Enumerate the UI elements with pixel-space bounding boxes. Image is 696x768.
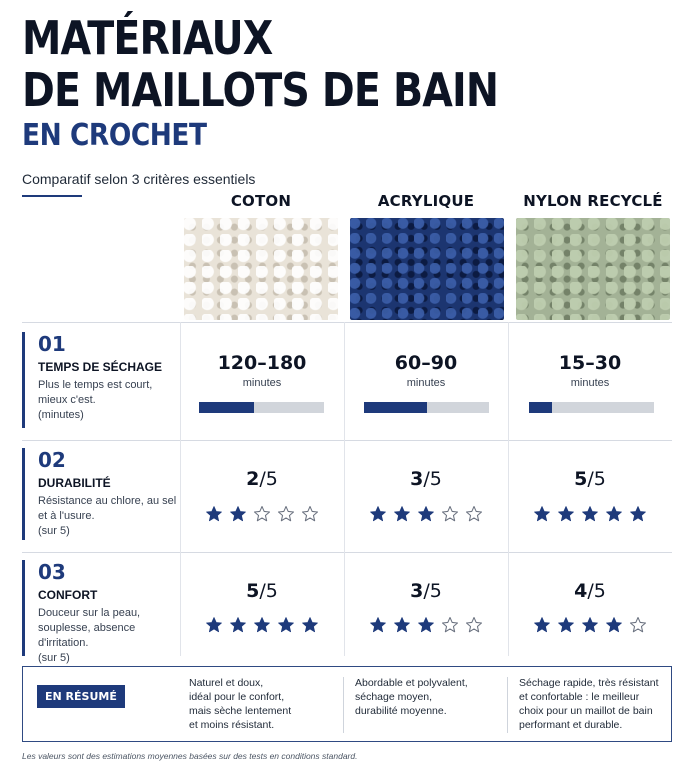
star-filled-icon [581,505,599,523]
star-filled-icon [581,616,599,634]
star-rating [346,616,506,639]
title-line-2: DE MAILLOTS DE BAIN [22,63,499,117]
star-filled-icon [205,505,223,523]
unit-label: minutes [570,377,610,389]
column-divider [344,322,345,656]
summary-line: et confortable : le meilleur [519,691,640,703]
criterion-desc-text: Plus le temps est court, mieux c'est. [38,379,153,406]
criterion-unit-note: (sur 5) [38,525,70,537]
star-filled-icon [629,505,647,523]
star-filled-icon [253,616,271,634]
score-max: /5 [587,580,606,602]
progress-fill [529,402,552,413]
star-outline-icon [277,505,295,523]
star-filled-icon [557,505,575,523]
star-filled-icon [605,616,623,634]
score-value: 3 [410,580,424,602]
criterion-number: 03 [38,560,66,584]
value-nylon-drying: 15–30 [558,352,622,374]
summary-line: choix pour un maillot de bain [519,705,653,717]
score-max: /5 [259,580,278,602]
score-value: 5 [574,468,588,490]
star-rating [182,505,342,528]
score-acrylique-durability [346,468,506,490]
progress-bar-nylon [529,402,654,413]
star-outline-icon [441,505,459,523]
summary-line: Abordable et polyvalent, [355,677,468,689]
criterion-name: CONFORT [38,588,98,602]
criterion-accent-bar [22,332,25,428]
criterion-description [38,606,178,666]
criterion-desc-text: Douceur sur la peau, souplesse, absence d'irritation. [38,607,141,649]
score-value: 4 [574,580,588,602]
criterion-unit-note: (sur 5) [38,652,70,664]
summary-line: durabilité moyenne. [355,705,447,717]
column-header-nylon: NYLON RECYCLÉ [523,192,663,210]
star-filled-icon [229,505,247,523]
star-rating [346,505,506,528]
score-value: 5 [246,580,260,602]
summary-nylon [519,676,671,732]
star-rating [510,505,670,528]
summary-line: et moins résistant. [189,719,275,731]
summary-box [22,666,672,742]
star-outline-icon [465,505,483,523]
criterion-drying-time [22,332,180,428]
star-outline-icon [629,616,647,634]
criterion-name: TEMPS DE SÉCHAGE [38,360,163,374]
criterion-unit-note: (minutes) [38,409,84,421]
criterion-name: DURABILITÉ [38,476,111,490]
page-title [22,12,576,116]
column-header-coton: COTON [230,192,292,210]
value-acrylique-drying: 60–90 [394,352,458,374]
star-filled-icon [417,616,435,634]
star-filled-icon [533,505,551,523]
summary-line: Séchage rapide, très résistant [519,677,659,689]
score-max: /5 [587,468,606,490]
score-coton-comfort [182,580,342,602]
criterion-comfort [22,560,180,664]
score-nylon-durability [510,468,670,490]
star-outline-icon [253,505,271,523]
row-divider [22,322,672,323]
summary-line: mais sèche lentement [189,705,292,717]
criterion-number: 02 [38,448,66,472]
criterion-description [38,378,178,423]
star-filled-icon [301,616,319,634]
column-header-acrylique: ACRYLIQUE [377,192,475,210]
intro-rule [22,195,82,197]
criterion-accent-bar [22,448,25,540]
unit-label: minutes [406,377,446,389]
intro-text: Comparatif selon 3 critères essentiels [22,171,256,187]
summary-coton [189,676,339,732]
progress-bar-acrylique [364,402,489,413]
star-filled-icon [369,616,387,634]
score-acrylique-comfort [346,580,506,602]
star-outline-icon [441,616,459,634]
criterion-accent-bar [22,560,25,656]
column-divider [180,322,181,656]
star-rating [510,616,670,639]
swatch-nylon [516,218,670,320]
criterion-desc-text: Résistance au chlore, au sel et à l'usure. [38,495,177,522]
summary-line: idéal pour le confort, [189,691,285,703]
unit-label: minutes [242,377,282,389]
score-coton-durability [182,468,342,490]
progress-fill [364,402,427,413]
summary-divider [343,677,344,733]
star-filled-icon [417,505,435,523]
swatch-acrylique [350,218,504,320]
star-filled-icon [533,616,551,634]
summary-label: EN RÉSUMÉ [37,685,125,708]
criterion-durability [22,448,180,540]
score-max: /5 [259,468,278,490]
star-filled-icon [393,505,411,523]
footnote: Les valeurs sont des estimations moyennes basées sur des tests en conditions standard. [22,751,358,761]
summary-line: performant et durable. [519,719,623,731]
criterion-number: 01 [38,332,66,356]
row-divider [22,552,672,553]
summary-line: Naturel et doux, [189,677,264,689]
summary-line: séchage moyen, [355,691,433,703]
score-max: /5 [423,468,442,490]
value-coton-drying: 120–180 [217,352,307,374]
score-nylon-comfort [510,580,670,602]
score-max: /5 [423,580,442,602]
progress-bar-coton [199,402,324,413]
summary-divider [507,677,508,733]
progress-fill [199,402,254,413]
score-value: 3 [410,468,424,490]
star-filled-icon [557,616,575,634]
criterion-description [38,494,178,539]
star-filled-icon [205,616,223,634]
page-subtitle: EN CROCHET [22,118,207,153]
star-filled-icon [277,616,295,634]
star-outline-icon [465,616,483,634]
swatch-coton [184,218,338,320]
column-divider [508,322,509,656]
star-filled-icon [229,616,247,634]
star-outline-icon [301,505,319,523]
score-value: 2 [246,468,260,490]
title-line-1: MATÉRIAUX [22,11,273,65]
star-filled-icon [605,505,623,523]
summary-acrylique [355,676,505,718]
star-filled-icon [369,505,387,523]
row-divider [22,440,672,441]
star-filled-icon [393,616,411,634]
star-rating [182,616,342,639]
